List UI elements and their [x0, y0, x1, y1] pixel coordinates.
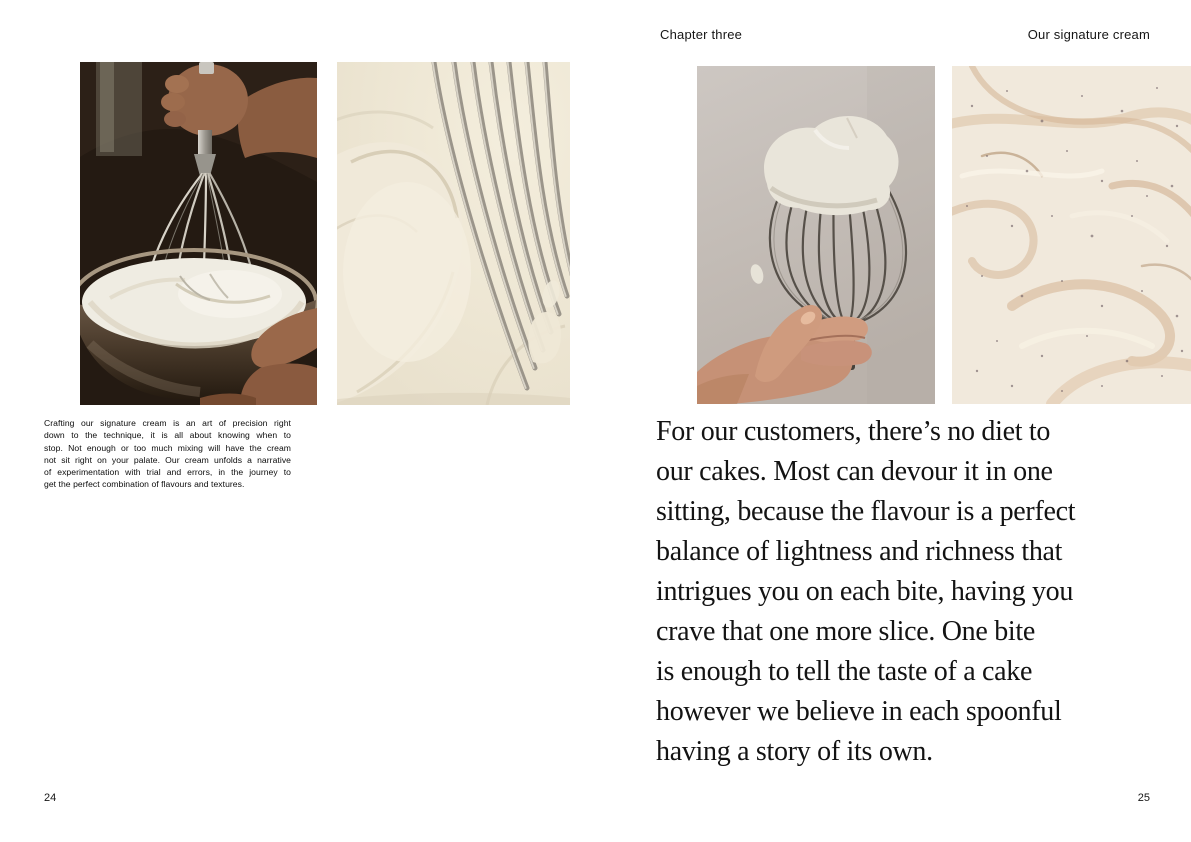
- body-line: having a story of its own.: [656, 736, 933, 767]
- body-line: crave that one more slice. One bite: [656, 616, 1035, 647]
- body-line: sitting, because the flavour is a perfect: [656, 496, 1076, 527]
- body-line: balance of lightness and richness that: [656, 536, 1063, 567]
- caption-line: down to the technique, it is all about knowing when to: [44, 430, 291, 441]
- photo-whisking-cream-in-steel-bowl: [80, 62, 317, 405]
- body-line: our cakes. Most can devour it in one: [656, 456, 1053, 487]
- photo-cream-texture-closeup: [952, 66, 1191, 404]
- body-line: For our customers, there’s no diet to: [656, 416, 1051, 447]
- caption-line: of experimentation with trial and errors, in the journey to: [44, 467, 291, 478]
- body-line: however we believe in each spoonful: [656, 696, 1062, 727]
- body-line: is enough to tell the taste of a cake: [656, 656, 1033, 687]
- photo-cream-closeup-with-whisk-wires: [337, 62, 570, 405]
- page-number-right: 25: [1137, 792, 1150, 804]
- caption-line: not sit right on your palate. Our cream unfolds a narrative: [44, 454, 291, 465]
- caption-line: Crafting our signature cream is an art of precision right: [44, 418, 291, 428]
- cream-texture-image: [952, 66, 1191, 404]
- photo-hand-holding-whisk-with-cream: [697, 66, 935, 404]
- body-paragraph: [656, 412, 1166, 772]
- running-header-chapter: Chapter three: [660, 27, 743, 42]
- whisk-bowl-image: [80, 62, 317, 405]
- running-header-section: Our signature cream: [1027, 27, 1150, 42]
- body-line: intrigues you on each bite, having you: [656, 576, 1074, 607]
- whisk-attachment-image: [697, 66, 935, 404]
- caption-line: stop. Not enough or too much mixing will have the cream: [44, 442, 291, 453]
- cream-whisk-closeup-image: [337, 62, 570, 405]
- caption-line: get the perfect combination of flavours and textures.: [44, 479, 245, 490]
- image-caption: [44, 417, 291, 491]
- page-number-left: 24: [44, 792, 57, 804]
